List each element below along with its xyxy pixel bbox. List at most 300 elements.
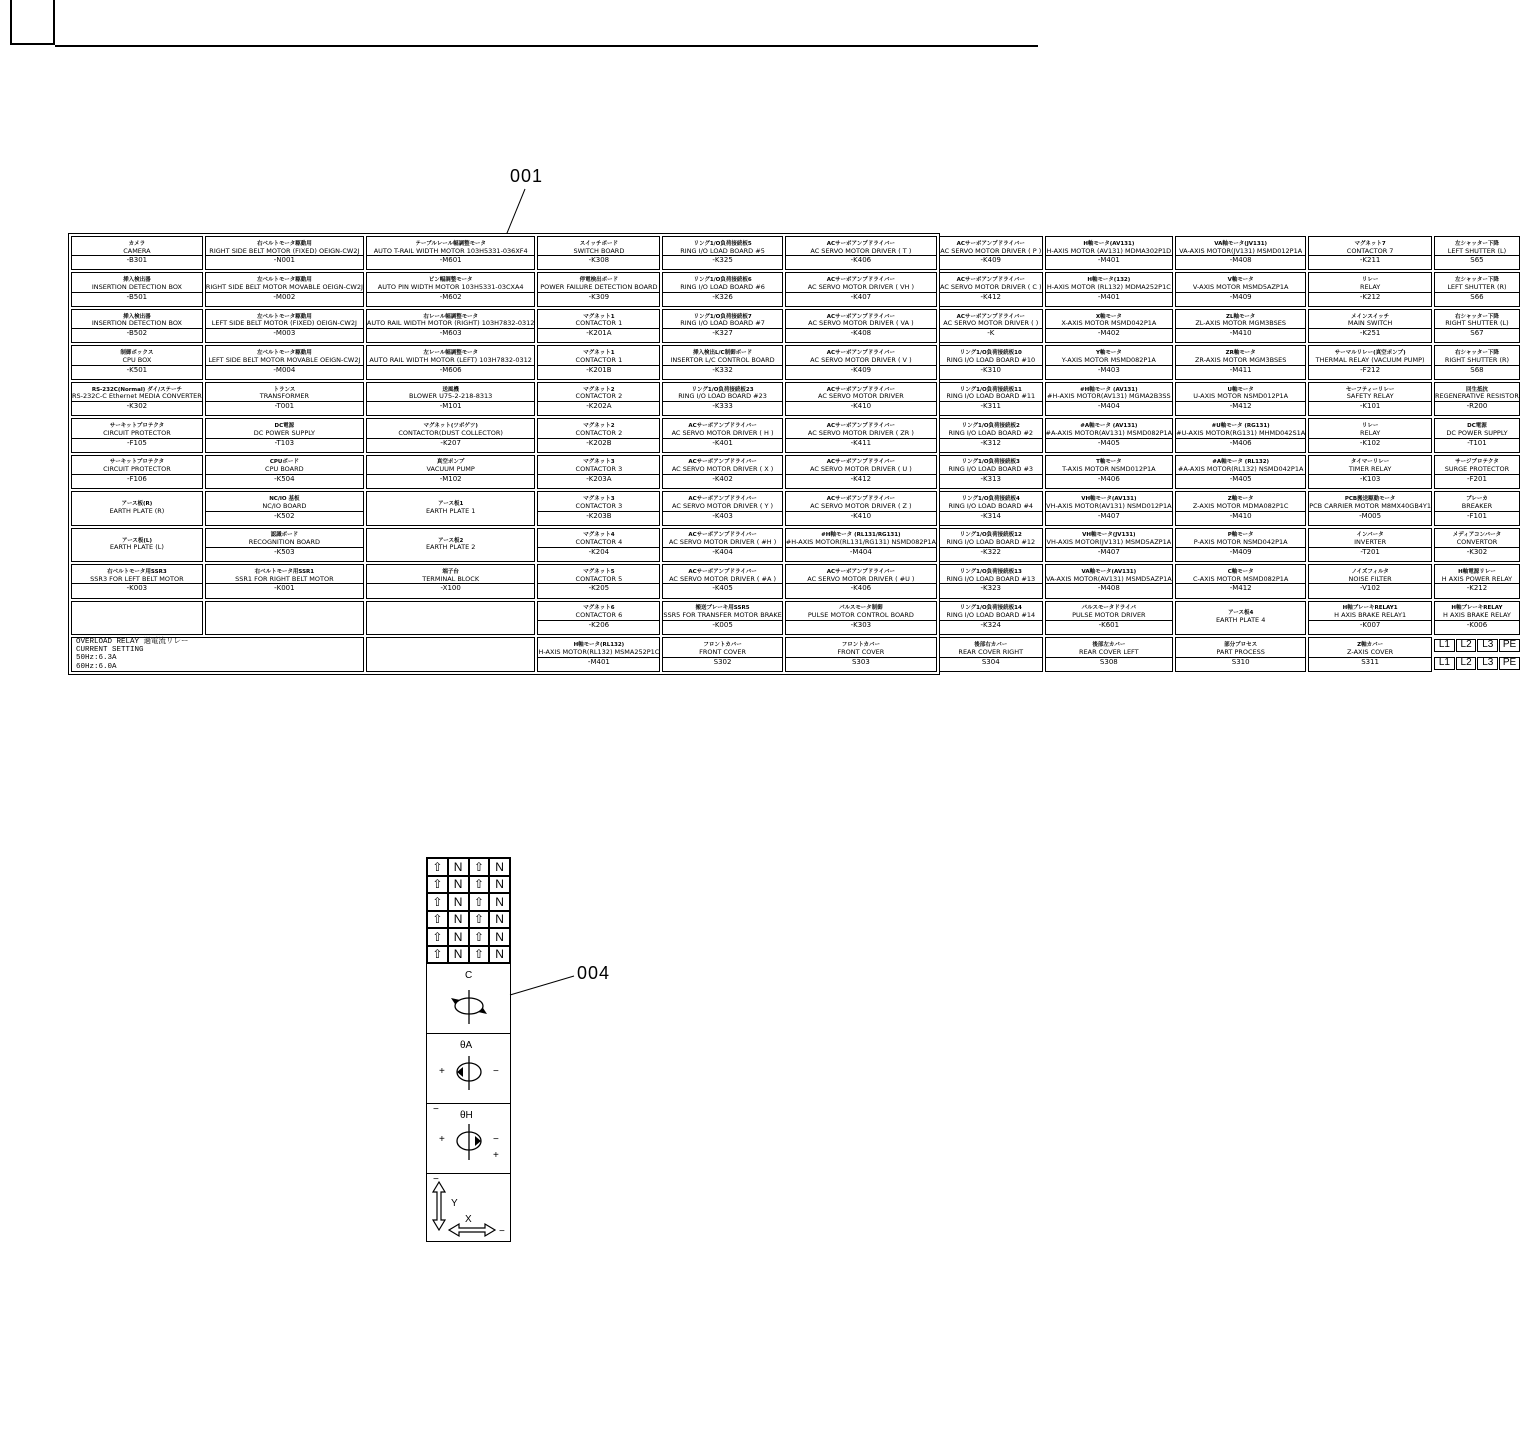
label-reference-code: -K101 — [1309, 401, 1431, 410]
label-english-name: INSERTION DETECTION BOX — [91, 282, 182, 291]
label-japanese-name: 左シャッター下降 — [1455, 277, 1499, 284]
label-reference-code: -K202B — [538, 438, 659, 447]
component-label-cell — [939, 382, 1043, 416]
label-japanese-name: ピン幅調整モータ — [428, 277, 473, 284]
label-japanese-name: スイッチボード — [579, 240, 619, 247]
label-english-name: RIGHT SIDE BELT MOTOR (FIXED) OEIGN-CW2J — [209, 246, 360, 255]
component-label-cell — [662, 236, 782, 270]
label-reference-code: -K403 — [663, 511, 781, 520]
label-japanese-name: 端子台 — [442, 568, 459, 575]
label-japanese-name: 挿入検出器 — [123, 277, 151, 284]
label-english-name: ZL-AXIS MOTOR MGM3BSES — [1195, 319, 1286, 328]
label-reference-code: -M403 — [1046, 365, 1173, 374]
component-label-cell — [785, 345, 937, 379]
label-english-name: REGENERATIVE RESISTOR — [1435, 392, 1519, 401]
label-japanese-name: 左レール幅調整モータ — [423, 350, 478, 357]
component-label-cell — [205, 309, 364, 343]
theta-h-minus: − — [493, 1134, 499, 1145]
label-japanese-name: U軸モータ — [1227, 386, 1254, 393]
component-label-cell — [662, 637, 782, 672]
label-japanese-name: X軸モータ — [1095, 313, 1122, 320]
label-reference-code: -M004 — [206, 365, 363, 374]
label-english-name: SURGE PROTECTOR — [1444, 465, 1510, 474]
label-reference-code: -K — [940, 328, 1042, 337]
component-label-cell — [939, 272, 1043, 306]
component-label-cell — [662, 528, 782, 562]
label-reference-code: -F201 — [1435, 474, 1519, 483]
label-japanese-name: H軸モータ(RL132) — [573, 642, 625, 649]
label-reference-code: -M401 — [1046, 255, 1173, 264]
component-label-cell — [1308, 491, 1432, 525]
label-japanese-name: マグネット2 — [583, 386, 615, 393]
label-english-name: LEFT SHUTTER (L) — [1447, 246, 1507, 255]
label-english-name: FRONT COVER — [699, 647, 746, 656]
component-label-cell — [1434, 345, 1520, 379]
label-english-name: P-AXIS MOTOR NSMD042P1A — [1193, 538, 1288, 547]
label-japanese-name: リング1/O負荷接続板13 — [959, 568, 1022, 575]
phase-label: PE — [1499, 657, 1520, 670]
label-english-name: SSR1 FOR RIGHT BELT MOTOR — [235, 574, 334, 583]
label-reference-code: -K212 — [1435, 583, 1519, 592]
label-japanese-name: マグネット5 — [583, 568, 615, 575]
label-reference-code: -M409 — [1176, 292, 1305, 301]
label-english-name: RELAY — [1359, 282, 1381, 291]
label-reference-code: -M412 — [1176, 401, 1305, 410]
component-label-cell — [785, 601, 937, 635]
up-arrow-icon: ⇧ — [469, 911, 490, 929]
label-reference-code: -M606 — [367, 365, 535, 374]
label-reference-code: S310 — [1176, 657, 1305, 666]
label-english-name: AC SERVO MOTOR DRIVER ( ) — [943, 319, 1039, 328]
label-english-name: SSR5 FOR TRANSFER MOTOR BRAKE — [663, 611, 782, 620]
empty-label-cell — [366, 637, 536, 672]
label-reference-code: -K601 — [1046, 620, 1173, 629]
x-axis-label: X — [465, 1214, 472, 1225]
component-label-cell — [537, 309, 660, 343]
xy-minus-top: − — [433, 1174, 439, 1185]
component-label-cell — [71, 236, 203, 270]
component-label-cell — [939, 601, 1043, 635]
label-english-name: CAMERA — [123, 246, 151, 255]
label-japanese-name: 左シャッター下降 — [1455, 240, 1499, 247]
component-label-cell — [71, 418, 203, 452]
component-label-cell — [662, 272, 782, 306]
phase-label: L3 — [1477, 657, 1498, 670]
label-reference-code: -B301 — [72, 255, 202, 264]
label-reference-code: S67 — [1435, 328, 1519, 337]
label-japanese-name: マグネット6 — [583, 605, 615, 612]
label-japanese-name: ACサーボアンプドライバー — [826, 386, 896, 393]
overload-note-line: OVERLOAD RELAY 過電流リレー — [76, 637, 189, 646]
label-english-name: RING I/O LOAD BOARD #6 — [680, 282, 765, 291]
component-label-cell — [366, 455, 536, 489]
component-label-cell — [537, 418, 660, 452]
label-japanese-name: パルスモータ制御 — [839, 605, 883, 612]
theta-h-plus-bottom: + — [493, 1150, 499, 1161]
component-label-cell — [71, 491, 203, 525]
label-english-name: RS-232C-C Ethernet MEDIA CONVERTER — [72, 392, 202, 401]
component-label-cell — [1045, 236, 1174, 270]
label-japanese-name: 右ベルトモータ駆動用 — [256, 240, 312, 247]
label-reference-code: -M005 — [1309, 511, 1431, 520]
label-japanese-name: リング1/O負荷接続板10 — [959, 350, 1022, 357]
component-label-cell — [785, 418, 937, 452]
component-label-cell — [537, 345, 660, 379]
label-english-name: VH-AXIS MOTOR(AV131) NSMD012P1A — [1046, 501, 1172, 510]
label-english-name: EARTH PLATE (L) — [109, 543, 164, 552]
label-japanese-name: 左ベルトモータ駆動用 — [256, 313, 312, 320]
label-reference-code: -F101 — [1435, 511, 1519, 520]
label-reference-code: -R200 — [1435, 401, 1519, 410]
label-japanese-name: ZR軸モータ — [1225, 350, 1256, 357]
phase-label: L2 — [1456, 639, 1477, 652]
label-japanese-name: Y軸モータ — [1095, 350, 1122, 357]
component-label-cell — [785, 309, 937, 343]
label-reference-code: -K311 — [940, 401, 1042, 410]
component-label-cell — [662, 601, 782, 635]
component-label-cell — [205, 418, 364, 452]
label-reference-code: -M401 — [538, 657, 659, 666]
label-reference-code: -K402 — [663, 474, 781, 483]
label-reference-code: -K006 — [1435, 620, 1519, 629]
label-japanese-name: #H軸モータ (RL131/RG131) — [821, 532, 901, 539]
component-label-cell — [939, 564, 1043, 598]
label-english-name: H AXIS BRAKE RELAY — [1443, 611, 1511, 620]
component-label-cell — [662, 382, 782, 416]
label-english-name: RING I/O LOAD BOARD #7 — [680, 319, 765, 328]
label-english-name: RECOGNITION BOARD — [248, 538, 321, 547]
label-english-name: CONTACTOR 1 — [575, 319, 623, 328]
component-label-cell — [537, 236, 660, 270]
label-japanese-name: P軸モータ — [1227, 532, 1254, 539]
label-reference-code: -X100 — [367, 583, 535, 592]
label-japanese-name: テーブルレール幅調整モータ — [415, 240, 486, 247]
component-label-cell — [1045, 272, 1174, 306]
label-japanese-name: アース板2 — [437, 537, 464, 544]
label-english-name: CONVERTOR — [1456, 538, 1498, 547]
label-reference-code: -M405 — [1046, 438, 1173, 447]
label-reference-code: -V102 — [1309, 583, 1431, 592]
component-label-cell — [71, 272, 203, 306]
up-arrow-icon: ⇧ — [427, 876, 448, 894]
label-reference-code: -K332 — [663, 365, 781, 374]
label-reference-code: -F105 — [72, 438, 202, 447]
label-english-name: CONTACTOR 2 — [575, 428, 623, 437]
label-japanese-name: ACサーボアンプドライバー — [956, 240, 1025, 247]
component-label-cell — [785, 491, 937, 525]
label-english-name: AUTO RAIL WIDTH MOTOR (RIGHT) 103H7832-0312 — [366, 319, 535, 328]
label-japanese-name: ACサーボアンプドライバー — [688, 495, 757, 502]
label-reference-code: -K201A — [538, 328, 659, 337]
label-reference-code: -K312 — [940, 438, 1042, 447]
label-japanese-name: H軸モータ(132) — [1087, 277, 1131, 284]
label-japanese-name: 左ベルトモータ駆動用 — [256, 277, 312, 284]
component-label-cell — [1045, 455, 1174, 489]
label-english-name: CONTACTOR 3 — [575, 465, 623, 474]
label-japanese-name: H軸電源リレー — [1458, 568, 1496, 575]
callout-001: 001 — [510, 166, 544, 186]
label-english-name: #A-AXIS MOTOR(AV131) MSMD082P1A — [1045, 428, 1173, 437]
label-japanese-name: アース板4 — [1227, 610, 1254, 617]
label-reference-code: -K412 — [786, 474, 936, 483]
label-japanese-name: 回生抵抗 — [1465, 386, 1488, 393]
label-english-name: Z-AXIS MOTOR MDMA082P1C — [1192, 501, 1289, 510]
label-english-name: AC SERVO MOTOR DRIVER ( #A ) — [669, 574, 777, 583]
up-arrow-icon: ⇧ — [469, 893, 490, 911]
label-japanese-name: インバータ — [1356, 532, 1384, 539]
component-label-cell — [537, 491, 660, 525]
label-reference-code: -M407 — [1046, 547, 1173, 556]
up-arrow-icon: ⇧ — [427, 946, 448, 964]
label-english-name: CONTACTOR 4 — [575, 538, 623, 547]
label-english-name: CIRCUIT PROTECTOR — [103, 465, 171, 474]
label-english-name: T-AXIS MOTOR NSMD012P1A — [1062, 465, 1156, 474]
label-english-name: VACUUM PUMP — [426, 465, 475, 474]
overload-note-line: 50Hz:6.3A — [76, 654, 117, 663]
component-label-cell — [1175, 382, 1306, 416]
label-english-name: AC SERVO MOTOR DRIVER ( #U ) — [807, 574, 915, 583]
label-japanese-name: V軸モータ — [1227, 277, 1254, 284]
label-english-name: BLOWER U75-2-218-8313 — [409, 392, 493, 401]
label-english-name: AC SERVO MOTOR DRIVER ( Y ) — [672, 501, 774, 510]
phase-label: L1 — [1434, 639, 1455, 652]
component-label-cell — [205, 564, 364, 598]
label-reference-code: -M411 — [1176, 365, 1305, 374]
label-reference-code: -K406 — [786, 255, 936, 264]
label-reference-code: -M408 — [1046, 583, 1173, 592]
up-arrow-icon: ⇧ — [469, 876, 490, 894]
label-english-name: H-AXIS MOTOR(RL132) MSMA252P1C — [538, 647, 660, 656]
component-label-cell — [785, 382, 937, 416]
component-label-cell — [1045, 345, 1174, 379]
label-japanese-name: 停電検出ボード — [579, 277, 619, 284]
label-reference-code: -K205 — [538, 583, 659, 592]
label-reference-code: -M002 — [206, 292, 363, 301]
component-label-cell — [1308, 455, 1432, 489]
label-english-name: INVERTER — [1354, 538, 1387, 547]
component-label-cell — [1175, 528, 1306, 562]
label-japanese-name: 左ベルトモータ駆動用 — [256, 350, 312, 357]
label-reference-code: -K322 — [940, 547, 1042, 556]
component-label-cell — [1434, 272, 1520, 306]
label-japanese-name: リング1/O負荷接続板6 — [693, 277, 752, 284]
up-arrow-icon: ⇧ — [427, 858, 448, 876]
label-english-name: NC/IO BOARD — [262, 501, 307, 510]
label-japanese-name: サージプロテクタ — [1455, 459, 1499, 466]
label-japanese-name: 送風機 — [442, 386, 459, 393]
up-arrow-icon: ⇧ — [469, 858, 490, 876]
label-japanese-name: #A軸モータ (RL132) — [1212, 459, 1270, 466]
label-reference-code: -T101 — [1435, 438, 1519, 447]
label-english-name: AC SERVO MOTOR DRIVER — [818, 392, 904, 401]
phase-label: L3 — [1477, 639, 1498, 652]
overload-note-line: 60Hz:6.0A — [76, 662, 117, 671]
component-label-cell — [537, 637, 660, 672]
label-english-name: RING I/O LOAD BOARD #5 — [680, 246, 765, 255]
label-japanese-name: ACサーボアンプドライバー — [956, 313, 1025, 320]
label-english-name: VH-AXIS MOTOR(JV131) MSMD5AZP1A — [1046, 538, 1172, 547]
component-label-cell — [1308, 236, 1432, 270]
label-reference-code: -K324 — [940, 620, 1042, 629]
label-reference-code: -K410 — [786, 511, 936, 520]
label-reference-code: -M406 — [1046, 474, 1173, 483]
label-japanese-name: リレー — [1361, 277, 1379, 284]
component-label-cell — [366, 309, 536, 343]
label-english-name: AC SERVO MOTOR DRIVER ( VH ) — [807, 282, 915, 291]
label-japanese-name: サーマルリレー(真空ポンプ) — [1334, 350, 1406, 357]
label-english-name: AC SERVO MOTOR DRIVER ( Z ) — [810, 501, 912, 510]
label-japanese-name: リング1/O負荷接続板14 — [959, 605, 1022, 612]
label-reference-code: -K401 — [663, 438, 781, 447]
up-arrow-icon: ⇧ — [469, 928, 490, 946]
component-label-cell — [1308, 272, 1432, 306]
component-label-cell — [939, 637, 1043, 672]
label-english-name: RING I/O LOAD BOARD #12 — [946, 538, 1036, 547]
theta-a-section — [427, 1033, 510, 1104]
label-english-name: AC SERVO MOTOR DRIVER ( C ) — [939, 282, 1042, 291]
label-english-name: AC SERVO MOTOR DRIVER ( T ) — [810, 246, 912, 255]
label-english-name: FRONT COVER — [837, 647, 885, 656]
component-label-cell — [1175, 455, 1306, 489]
label-reference-code: -M410 — [1176, 328, 1305, 337]
theta-a-label: θA — [460, 1040, 473, 1051]
xy-arrows-icon — [427, 1174, 512, 1242]
label-japanese-name: VA軸モータ(JV131) — [1214, 240, 1268, 247]
label-reference-code: -F212 — [1309, 365, 1431, 374]
label-japanese-name: ACサーボアンプドライバー — [688, 423, 757, 430]
label-english-name: RIGHT SIDE BELT MOTOR MOVABLE OEIGN-CW2J — [205, 282, 363, 291]
label-english-name: CIRCUIT PROTECTOR — [103, 428, 171, 437]
label-reference-code: -K409 — [786, 365, 936, 374]
label-reference-code: -K406 — [786, 583, 936, 592]
label-japanese-name: 右ベルトモータ用SSR1 — [254, 568, 315, 575]
label-japanese-name: RS-232C(Normal) ダイ/ステーチ — [91, 386, 182, 393]
component-label-cell — [662, 491, 782, 525]
component-label-cell — [662, 309, 782, 343]
component-label-cell — [785, 528, 937, 562]
label-english-name: SWITCH BOARD — [573, 246, 625, 255]
component-label-cell — [366, 564, 536, 598]
component-label-cell — [1434, 455, 1520, 489]
label-reference-code: -M404 — [1046, 401, 1173, 410]
label-reference-code: -K323 — [940, 583, 1042, 592]
component-label-cell — [939, 345, 1043, 379]
phase-label: L1 — [1434, 657, 1455, 670]
theta-h-label: θH — [460, 1110, 473, 1121]
label-japanese-name: 右シャッター下降 — [1455, 313, 1499, 320]
component-label-cell — [1175, 272, 1306, 306]
component-label-cell — [1434, 491, 1520, 525]
component-label-cell — [939, 309, 1043, 343]
label-japanese-name: メディアコンバータ — [1452, 532, 1502, 539]
phase-label: L2 — [1456, 657, 1477, 670]
label-reference-code: -K251 — [1309, 328, 1431, 337]
label-reference-code: -K003 — [72, 583, 202, 592]
label-reference-code: -K102 — [1309, 438, 1431, 447]
component-label-cell — [205, 382, 364, 416]
component-label-cell — [537, 382, 660, 416]
label-japanese-name: 認識ボード — [270, 532, 299, 539]
label-english-name: SSR3 FOR LEFT BELT MOTOR — [90, 574, 184, 583]
label-reference-code: -K405 — [663, 583, 781, 592]
label-japanese-name: マグネット1 — [583, 313, 615, 320]
label-reference-code: -K502 — [206, 511, 363, 520]
label-japanese-name: 制御ボックス — [120, 350, 154, 357]
label-english-name: V-AXIS MOTOR MSMD5AZP1A — [1192, 282, 1289, 291]
label-english-name: DC POWER SUPPLY — [253, 428, 315, 437]
component-label-cell — [366, 528, 536, 562]
label-japanese-name: ACサーボアンプドライバー — [826, 423, 896, 430]
label-english-name: PCB CARRIER MOTOR M8MX40GB4Y1 — [1309, 501, 1432, 510]
component-label-cell — [71, 455, 203, 489]
label-english-name: LEFT SIDE BELT MOTOR MOVABLE OEIGN-CW2J — [208, 355, 361, 364]
label-english-name: RING I/O LOAD BOARD #13 — [946, 574, 1036, 583]
label-english-name: INSERTION DETECTION BOX — [91, 319, 182, 328]
label-english-name: REAR COVER RIGHT — [958, 647, 1024, 656]
label-japanese-name: H軸モータ(AV131) — [1083, 240, 1135, 247]
label-japanese-name: 挿入検出L/C制御ボード — [693, 350, 753, 357]
label-reference-code: -K408 — [786, 328, 936, 337]
label-japanese-name: ACサーボアンプドライバー — [826, 495, 896, 502]
label-japanese-name: リング1/O負荷接続板2 — [961, 423, 1020, 430]
label-japanese-name: H軸ブレーキRELAY — [1451, 605, 1503, 612]
label-english-name: REAR COVER LEFT — [1079, 647, 1139, 656]
component-label-cell — [662, 345, 782, 379]
label-english-name: AC SERVO MOTOR DRIVER ( VA ) — [808, 319, 914, 328]
label-japanese-name: ACサーボアンプドライバー — [826, 350, 896, 357]
label-japanese-name: CPUボード — [269, 459, 299, 466]
label-japanese-name: リング1/O負荷接続板7 — [693, 313, 752, 320]
up-arrow-icon: ⇧ — [469, 946, 490, 964]
label-japanese-name: ブレーカ — [1466, 495, 1488, 502]
label-english-name: ZR-AXIS MOTOR MGM3BSES — [1194, 355, 1287, 364]
arrow-n-label: N — [448, 858, 469, 876]
label-english-name: H-AXIS MOTOR (RL132) MDMA252P1C — [1046, 282, 1171, 291]
label-english-name: CONTACTOR 7 — [1346, 246, 1394, 255]
label-reference-code: -K202A — [538, 401, 659, 410]
label-japanese-name: VH軸モータ(JV131) — [1082, 532, 1136, 539]
label-english-name: CONTACTOR 6 — [575, 611, 623, 620]
label-japanese-name: Z軸カバー — [1357, 642, 1384, 649]
component-label-cell — [1045, 418, 1174, 452]
label-japanese-name: H軸ブレーキRELAY1 — [1342, 605, 1398, 612]
theta-h-minus-top: − — [433, 1104, 439, 1115]
component-label-cell — [366, 236, 536, 270]
label-reference-code: -M003 — [206, 328, 363, 337]
label-english-name: Z-AXIS COVER — [1347, 647, 1394, 656]
component-label-cell — [1175, 637, 1306, 672]
label-japanese-name: リング1/O負荷接続板4 — [961, 495, 1020, 502]
label-japanese-name: Z軸モータ — [1227, 495, 1254, 502]
label-reference-code: -K302 — [72, 401, 202, 410]
label-japanese-name: アース板(R) — [121, 501, 153, 508]
component-label-cell — [939, 418, 1043, 452]
label-japanese-name: メインスイッチ — [1351, 313, 1390, 320]
label-japanese-name: ACサーボアンプドライバー — [688, 568, 757, 575]
component-label-cell — [1434, 418, 1520, 452]
component-label-cell — [1045, 637, 1174, 672]
label-english-name: CONTACTOR 3 — [575, 501, 623, 510]
component-label-cell — [537, 528, 660, 562]
label-english-name: RELAY — [1359, 428, 1381, 437]
label-reference-code: -M407 — [1046, 511, 1173, 520]
label-japanese-name: 後部左カバー — [1092, 642, 1126, 649]
component-label-cell — [1045, 528, 1174, 562]
label-reference-code: -T001 — [206, 401, 363, 410]
label-reference-code: -M602 — [367, 292, 535, 301]
label-english-name: LEFT SIDE BELT MOTOR (FIXED) OEIGN-CW2J — [211, 319, 357, 328]
label-english-name: PULSE MOTOR DRIVER — [1072, 611, 1146, 620]
